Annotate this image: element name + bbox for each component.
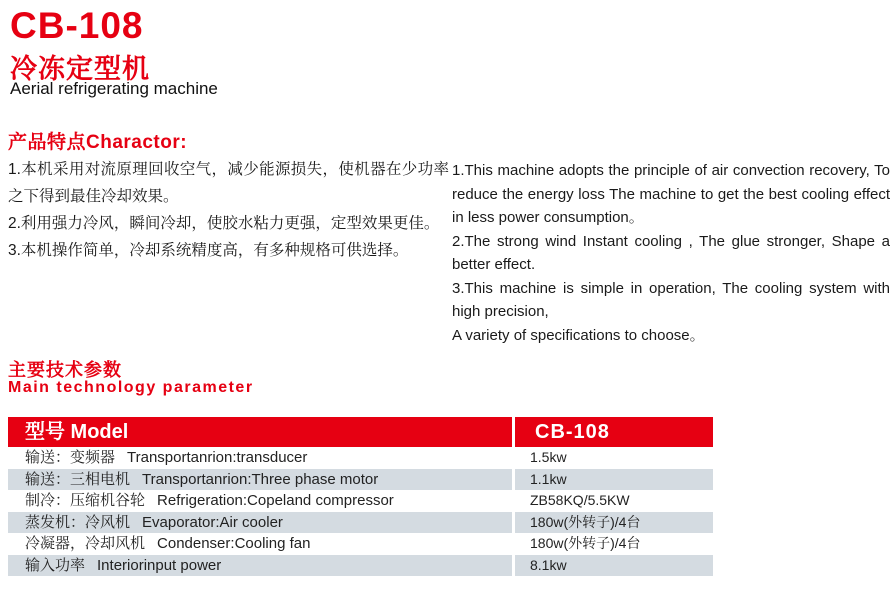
row-label-en: Refrigeration:Copeland compressor xyxy=(157,492,394,509)
feature-item-cn: 3.本机操作简单，冷却系统精度高，有多种规格可供选择。 xyxy=(8,242,409,259)
table-row xyxy=(8,512,713,534)
row-value: ZB58KQ/5.5KW xyxy=(530,492,630,508)
row-label-en: Evaporator:Air cooler xyxy=(142,513,283,531)
feature-item-cn: 1.本机采用对流原理回收空气，减少能源损失，使机器在少功率之下得到最佳冷却效果。 xyxy=(8,161,449,205)
row-value: 1.1kw xyxy=(515,469,713,491)
params-heading-english: Main technology parameter xyxy=(8,379,254,396)
table-row xyxy=(8,533,713,555)
row-label-cn: 输入功率 xyxy=(25,556,86,574)
features-list-english xyxy=(452,159,890,347)
row-label xyxy=(8,469,512,491)
row-label xyxy=(8,555,512,577)
feature-item-en: 3.This machine is simple in operation, The cooling system with high precision, xyxy=(452,279,890,320)
features-list-chinese xyxy=(8,156,449,264)
row-label xyxy=(8,533,512,555)
spec-table xyxy=(8,417,713,576)
row-value: 180w(外转子)/4台 xyxy=(515,512,713,534)
feature-item-en: 1.This machine adopts the principle of air convection recovery, To reduce the energy loss The machine to get the best cooling effect in less power consumption。 xyxy=(452,162,890,226)
row-value: 180w(外转子)/4台 xyxy=(530,535,641,551)
row-label xyxy=(8,447,512,469)
row-value: 1.5kw xyxy=(530,449,567,465)
spec-table-header xyxy=(8,417,713,447)
table-row xyxy=(8,447,713,469)
table-row xyxy=(8,490,713,512)
row-value: 8.1kw xyxy=(515,555,713,577)
row-label-cn: 蒸发机：冷风机 xyxy=(25,513,131,531)
page-title-model: CB-108 xyxy=(10,5,144,46)
row-label-en: Transportanrion:transducer xyxy=(127,449,308,466)
row-label-en: Condenser:Cooling fan xyxy=(157,535,311,552)
row-label-cn: 冷凝器，冷却风机 xyxy=(25,535,146,552)
header-model-label: 型号 Model xyxy=(8,417,512,447)
features-heading: 产品特点Charactor: xyxy=(8,132,188,153)
params-heading-chinese: 主要技术参数 xyxy=(8,360,122,380)
row-label xyxy=(8,512,512,534)
row-label-cn: 输送：变频器 xyxy=(25,449,116,466)
row-label xyxy=(8,490,512,512)
table-row xyxy=(8,469,713,491)
table-row xyxy=(8,555,713,577)
row-label-en: Transportanrion:Three phase motor xyxy=(142,470,379,488)
page-title-chinese: 冷冻定型机 xyxy=(10,54,150,84)
feature-item-cn: 2.利用强力冷风，瞬间冷却，使胶水粘力更强，定型效果更佳。 xyxy=(8,215,440,232)
page-title-english: Aerial refrigerating machine xyxy=(10,79,218,98)
feature-item-en: 2.The strong wind Instant cooling , The glue stronger, Shape a better effect. xyxy=(452,232,890,273)
header-model-value: CB-108 xyxy=(515,417,713,447)
row-label-cn: 输送：三相电机 xyxy=(25,470,131,488)
row-label-en: Interiorinput power xyxy=(97,556,222,574)
row-label-cn: 制冷：压缩机谷轮 xyxy=(25,492,146,509)
feature-item-en: A variety of specifications to choose。 xyxy=(452,326,705,344)
